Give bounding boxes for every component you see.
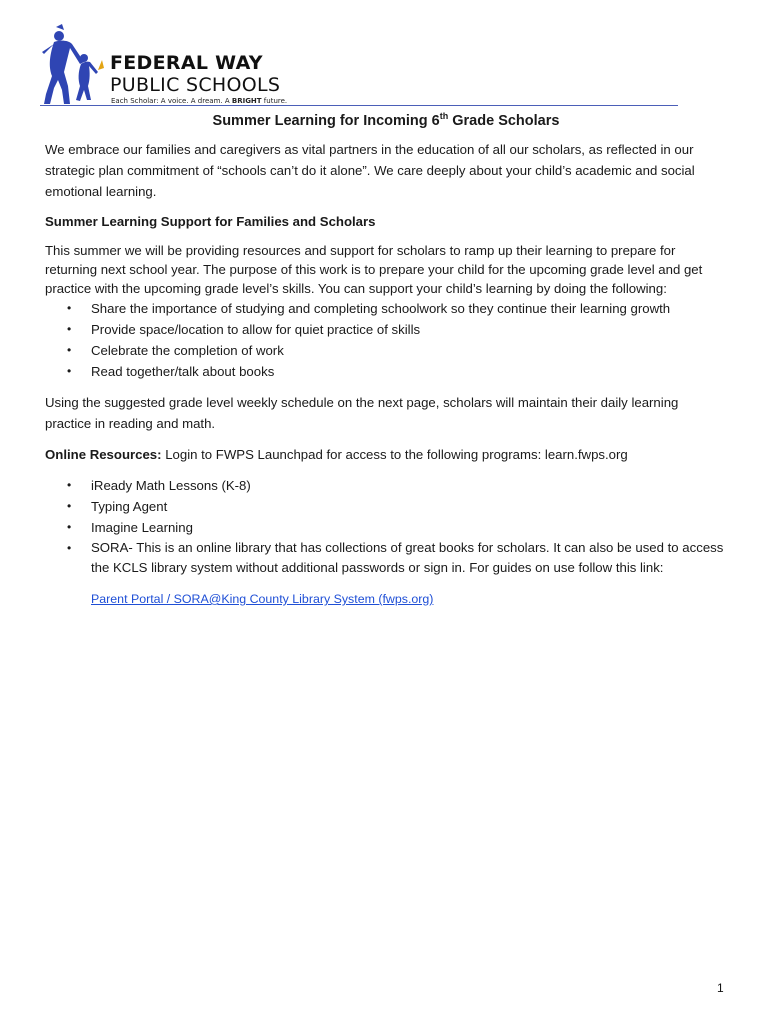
list-item: • Read together/talk about books [45,361,727,382]
bullet-icon: • [67,301,72,315]
org-name-line1: FEDERAL WAY [110,52,263,74]
list-item: • Celebrate the completion of work [45,340,727,361]
org-name-line2: PUBLIC SCHOOLS [110,74,281,96]
bullet-icon: • [67,541,72,555]
bullet-icon: • [67,322,72,336]
list-item: • Typing Agent [45,496,727,517]
support-list [45,298,727,382]
bullet-icon: • [67,499,72,513]
support-paragraph: This summer we will be providing resources and support for scholars to ramp up their learning to prepare for returning next school year. The purpose of this work is to prepare your child for the upcoming grade level and get practice with the upcoming grade level’s skills. You can support your child’s learning by doing the following: [45,243,703,296]
scholar-figures-icon [40,24,110,108]
document-body [45,111,727,610]
bullet-icon: • [67,343,72,357]
intro-paragraph: We embrace our families and caregivers as vital partners in the education of all our scholars, as reflected in our strategic plan commitment of “schools can’t do it alone”. We care deeply about your child’s academic and social emotional learning. [45,142,695,199]
resources-list [45,475,727,578]
list-item: • Provide space/location to allow for quiet practice of skills [45,319,727,340]
bullet-icon: • [67,364,72,378]
sora-parent-portal-link[interactable]: Parent Portal / SORA@King County Library System (fwps.org) [91,592,434,606]
list-item: • Share the importance of studying and completing schoolwork so they continue their learning growth [45,298,727,319]
header-divider [40,105,678,106]
district-logo [40,24,680,114]
weekly-schedule-paragraph: Using the suggested grade level weekly schedule on the next page, scholars will maintain their daily learning practice in reading and math. [45,395,679,431]
support-heading: Summer Learning Support for Families and Scholars [45,214,376,229]
online-resources-line [45,444,727,465]
logo-tagline: Each Scholar: A voice. A dream. A BRIGHT future. [111,97,288,105]
bullet-icon: • [67,520,72,534]
page-number: 1 [717,981,724,995]
page-title: Summer Learning for Incoming 6th Grade Scholars [212,111,560,129]
list-item: • Imagine Learning [45,517,727,538]
online-resources-label: Online Resources: [45,447,162,462]
bullet-icon: • [67,478,72,492]
list-item: • SORA- This is an online library that has collections of great books for scholars. It can also be used to access the KCLS library system without additional passwords or sign in. For guides on use follow this link: [67,540,724,575]
list-item: • iReady Math Lessons (K-8) [45,475,727,496]
online-resources-text: Login to FWPS Launchpad for access to the following programs: learn.fwps.org [161,447,628,462]
